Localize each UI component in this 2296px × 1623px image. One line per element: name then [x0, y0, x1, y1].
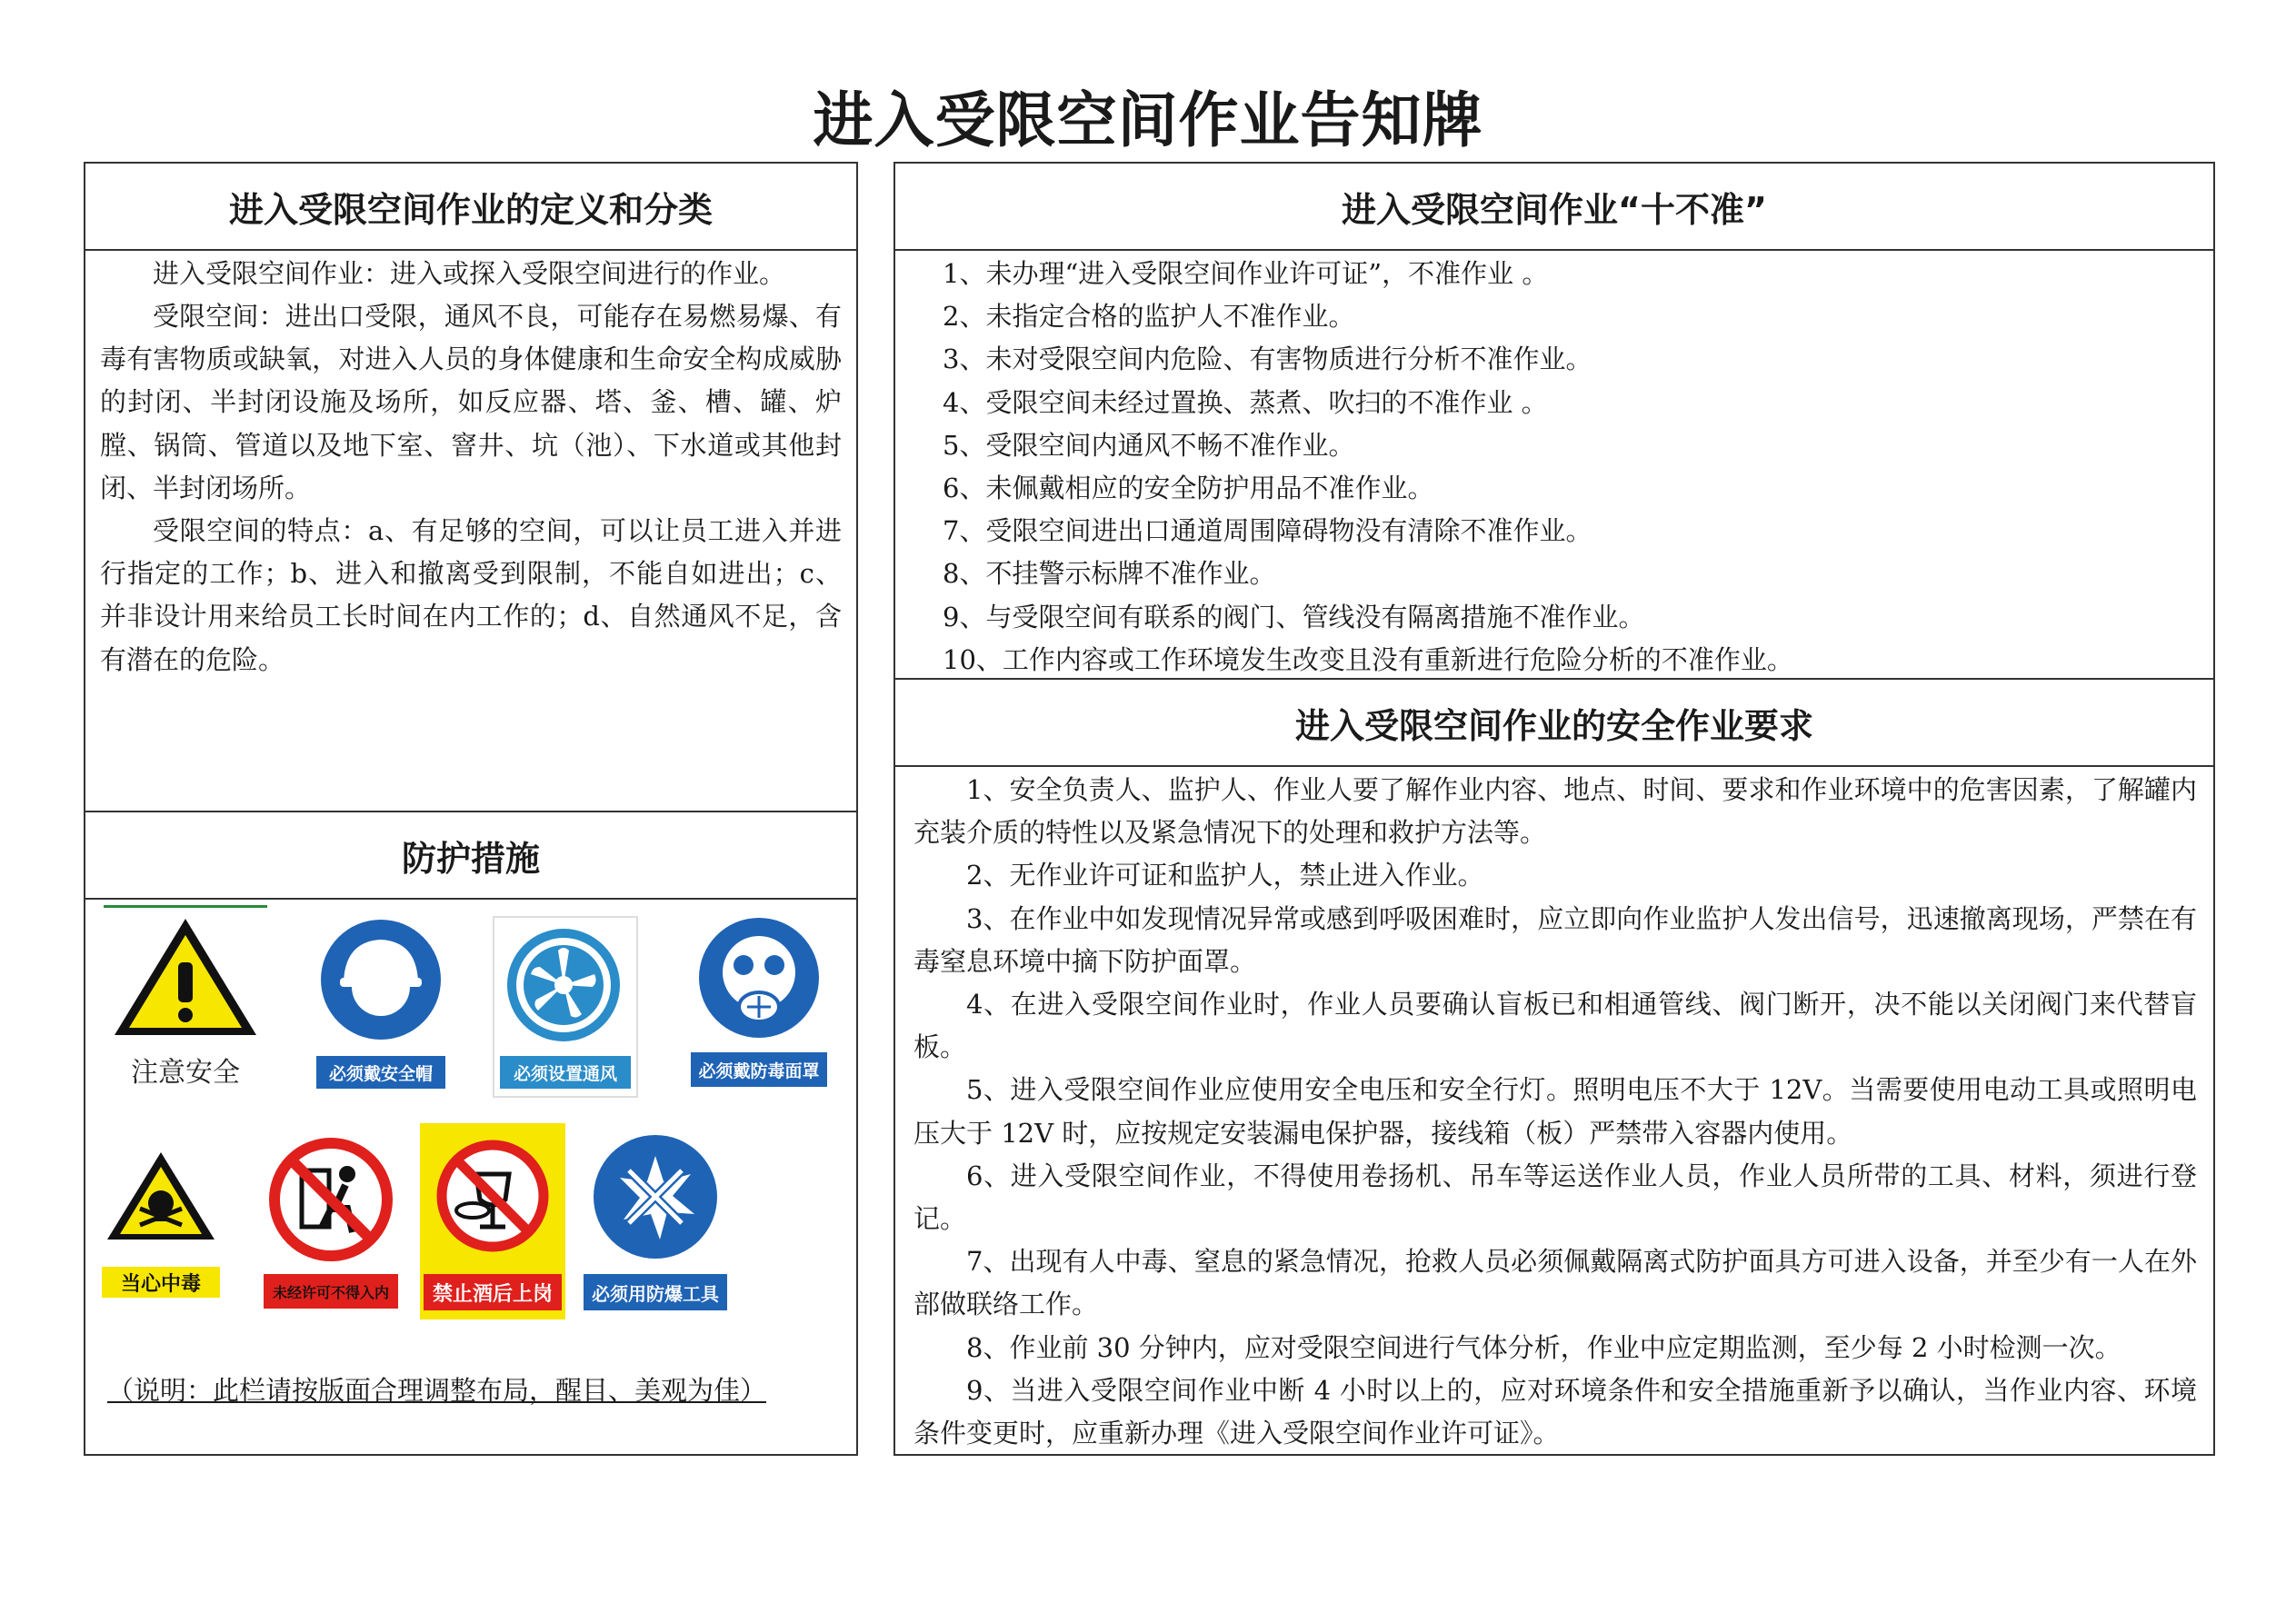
definition-paragraph-3: 受限空间的特点：a、有足够的空间，可以让员工进入并进行指定的工作；b、进入和撤离受到限制，不能自如进出；c、并非设计用来给员工长时间在内工作的；d、自然通风不足，含有潜在的危险。: [100, 515, 842, 675]
sign-no-alcohol: [420, 1123, 565, 1319]
gas-mask-icon: [691, 912, 827, 1049]
sign-ventilation: [493, 916, 638, 1098]
list-item: 4、受限空间未经过置换、蒸煮、吹扫的不准作业 。: [943, 386, 1548, 418]
list-item: 9、与受限空间有联系的阀门、管线没有隔离措施不准作业。: [943, 601, 1645, 632]
definition-heading: 进入受限空间作业的定义和分类: [85, 164, 856, 251]
hard-hat-icon: [316, 914, 445, 1050]
sign-caption: 必须设置通风: [500, 1056, 631, 1089]
list-item: 6、未佩戴相应的安全防护用品不准作业。: [943, 472, 1434, 503]
list-item: 8、作业前 30 分钟内，应对受限空间进行气体分析，作业中应定期监测，至少每 2 小时检测一次。: [966, 1331, 2121, 1363]
sign-caption: 必须戴安全帽: [316, 1056, 445, 1089]
list-item: 5、受限空间内通风不畅不准作业。: [943, 429, 1355, 461]
list-item: 7、受限空间进出口通道周围障碍物没有清除不准作业。: [943, 515, 1592, 547]
list-item: 3、在作业中如发现情况异常或感到呼吸困难时，应立即向作业监护人发出信号，迅速撤离现场，严禁在有毒窒息环境中摘下防护面罩。: [913, 902, 2197, 977]
sign-explosion-proof-tools: [584, 1125, 727, 1318]
no-alcohol-icon: [420, 1123, 565, 1269]
sign-caption: 注意安全: [131, 1057, 240, 1089]
list-item: 1、未办理“进入受限空间作业许可证”，不准作业 。: [943, 258, 1549, 289]
list-item: 1、安全负责人、监护人、作业人要了解作业内容、地点、时间、要求和作业环境中的危害因素，了解罐内充装介质的特性以及紧急情况下的处理和救护方法等。: [913, 774, 2197, 849]
page-title: 进入受限空间作业告知牌: [813, 85, 1483, 155]
requirements-heading: 进入受限空间作业的安全作业要求: [895, 680, 2213, 767]
layout-note: （说明：此栏请按版面合理调整布局，醒目、美观为佳）: [107, 1375, 767, 1406]
list-item: 8、不挂警示标牌不准作业。: [943, 558, 1276, 590]
prohibitions-list: [943, 253, 2195, 682]
definition-paragraph-1: 进入受限空间作业：进入或探入受限空间进行的作业。: [153, 258, 786, 289]
no-entry-person-icon: [264, 1132, 398, 1269]
sign-gas-mask: [691, 912, 827, 1094]
sign-caption: 必须用防爆工具: [584, 1274, 727, 1310]
sign-poison: [102, 1145, 220, 1309]
sign-caption: 未经许可不得入内: [264, 1274, 398, 1309]
requirements-list: [913, 769, 2197, 1455]
prohibitions-heading: 进入受限空间作业“十不准”: [895, 164, 2213, 251]
list-item: 2、未指定合格的监护人不准作业。: [943, 301, 1355, 333]
list-item: 4、在进入受限空间作业时，作业人员要确认盲板已和相通管线、阀门断开，决不能以关闭阀门来代替盲板。: [913, 989, 2197, 1063]
skull-poison-icon: [102, 1145, 220, 1245]
list-item: 5、进入受限空间作业应使用安全电压和安全行灯。照明电压不大于 12V。当需要使用电动工具或照明电压大于 12V 时，应按规定安装漏电保护器，接线箱（板）严禁带入容器内使用。: [913, 1074, 2197, 1149]
sign-caption: 禁止酒后上岗: [424, 1274, 562, 1310]
protection-heading: 防护措施: [85, 812, 856, 900]
explosion-proof-tools-icon: [584, 1125, 727, 1269]
list-item: 6、进入受限空间作业，不得使用卷扬机、吊车等运送作业人员，作业人员所带的工具、材料，须进行登记。: [913, 1160, 2197, 1235]
sign-caption: 当心中毒: [102, 1267, 220, 1298]
definition-paragraph-2: 受限空间：进出口受限，通风不良，可能存在易燃易爆、有毒有害物质或缺氧，对进入人员的身体健康和生命安全构成威胁的封闭、半封闭设施及场所，如反应器、塔、釜、槽、罐、炉膛、锅筒、管道以及地下室、窨井、坑（池）、下水道或其他封闭、半封闭场所。: [100, 301, 842, 503]
warning-triangle-icon: [104, 908, 267, 1044]
sign-caution: [104, 905, 267, 1100]
right-panel: [893, 162, 2215, 1456]
list-item: 10、工作内容或工作环境发生改变且没有重新进行危险分析的不准作业。: [943, 643, 1793, 675]
sign-caption: 必须戴防毒面罩: [691, 1052, 827, 1087]
sign-no-entry: [264, 1132, 398, 1310]
left-panel: [84, 162, 858, 1456]
list-item: 2、无作业许可证和监护人，禁止进入作业。: [966, 860, 1484, 891]
list-item: 9、当进入受限空间作业中断 4 小时以上的，应对环境条件和安全措施重新予以确认，当作业内容、环境条件变更时，应重新办理《进入受限空间作业许可证》。: [913, 1374, 2197, 1449]
sign-helmet: [316, 914, 445, 1096]
ventilation-fan-icon: [494, 918, 633, 1052]
list-item: 3、未对受限空间内危险、有害物质进行分析不准作业。: [943, 344, 1592, 375]
list-item: 7、出现有人中毒、窒息的紧急情况，抢救人员必须佩戴隔离式防护面具方可进入设备，并至少有一人在外部做联络工作。: [913, 1246, 2197, 1320]
